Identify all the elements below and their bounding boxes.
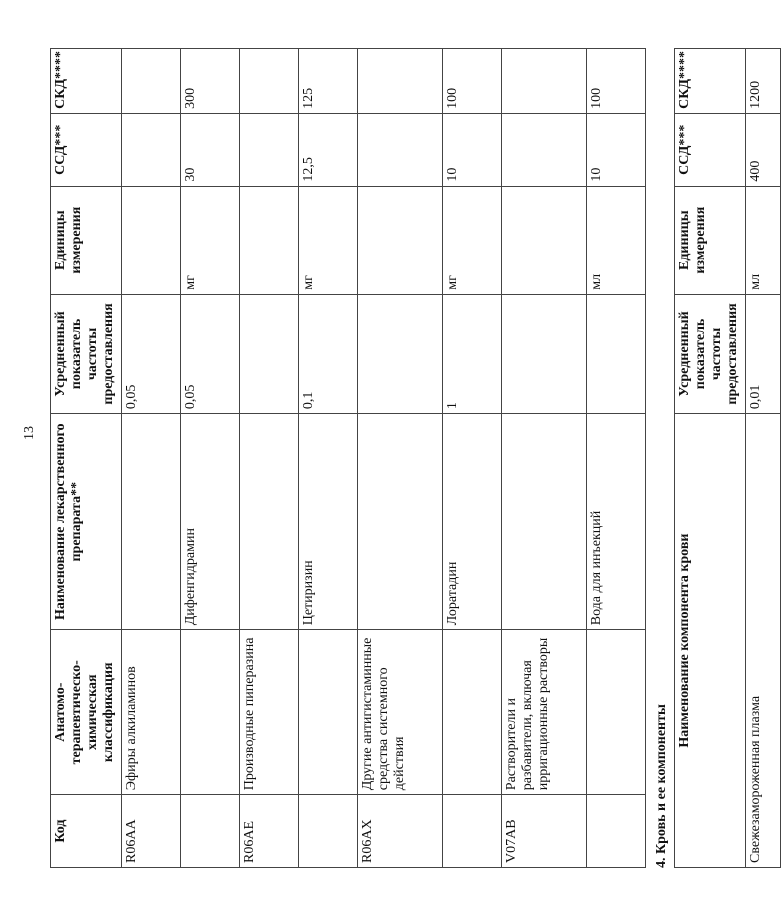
cell-atc bbox=[587, 630, 646, 795]
cell-drug bbox=[240, 414, 299, 630]
cell-atc bbox=[299, 630, 358, 795]
table-row bbox=[358, 49, 443, 868]
table-row bbox=[240, 49, 299, 868]
cell-atc: Растворители и разбавители, включая ирригационные растворы bbox=[502, 630, 587, 795]
table-header-row bbox=[51, 49, 122, 868]
header-skd: СКД**** bbox=[675, 49, 746, 114]
header-code: Код bbox=[51, 795, 122, 868]
cell-frequency bbox=[502, 294, 587, 413]
page-number: 13 bbox=[22, 426, 37, 440]
cell-drug bbox=[502, 414, 587, 630]
header-frequency: Усредненный показатель частоты предоставления bbox=[675, 294, 746, 413]
cell-atc: Другие антигистаминные средства системного действия bbox=[358, 630, 443, 795]
header-unit: Единицы измерения bbox=[51, 186, 122, 294]
cell-skd bbox=[358, 49, 443, 114]
table-header-row bbox=[675, 49, 746, 868]
table-row bbox=[746, 49, 781, 868]
cell-unit bbox=[122, 186, 181, 294]
cell-ssd: 400 bbox=[746, 113, 781, 186]
header-ssd: ССД*** bbox=[51, 113, 122, 186]
header-ssd: ССД*** bbox=[675, 113, 746, 186]
cell-frequency: 1 bbox=[443, 294, 502, 413]
cell-frequency bbox=[240, 294, 299, 413]
cell-ssd bbox=[122, 113, 181, 186]
cell-code: R06AE bbox=[240, 795, 299, 868]
cell-skd bbox=[240, 49, 299, 114]
table-row bbox=[443, 49, 502, 868]
table-row bbox=[181, 49, 240, 868]
cell-atc bbox=[181, 630, 240, 795]
cell-unit bbox=[358, 186, 443, 294]
cell-skd: 100 bbox=[443, 49, 502, 114]
cell-drug: Дифенгидрамин bbox=[181, 414, 240, 630]
table-row bbox=[502, 49, 587, 868]
table-row bbox=[299, 49, 358, 868]
drug-table bbox=[50, 48, 646, 868]
cell-frequency bbox=[358, 294, 443, 413]
cell-unit: мг bbox=[443, 186, 502, 294]
cell-ssd: 30 bbox=[181, 113, 240, 186]
header-atc: Анатомо-терапевтическо-химическая классификация bbox=[51, 630, 122, 795]
cell-drug bbox=[358, 414, 443, 630]
cell-code bbox=[443, 795, 502, 868]
table-row bbox=[587, 49, 646, 868]
cell-skd: 125 bbox=[299, 49, 358, 114]
cell-code bbox=[181, 795, 240, 868]
cell-drug bbox=[122, 414, 181, 630]
cell-skd bbox=[502, 49, 587, 114]
header-drug-name: Наименование лекарственного препарата** bbox=[51, 414, 122, 630]
cell-frequency: 0,05 bbox=[122, 294, 181, 413]
cell-ssd: 10 bbox=[443, 113, 502, 186]
cell-code: R06AA bbox=[122, 795, 181, 868]
cell-code bbox=[299, 795, 358, 868]
cell-unit: мг bbox=[181, 186, 240, 294]
cell-skd: 100 bbox=[587, 49, 646, 114]
cell-frequency bbox=[587, 294, 646, 413]
cell-atc bbox=[443, 630, 502, 795]
cell-atc: Эфиры алкиламинов bbox=[122, 630, 181, 795]
section-title-blood: 4. Кровь и ее компоненты bbox=[654, 704, 669, 868]
cell-frequency: 0,1 bbox=[299, 294, 358, 413]
cell-unit bbox=[240, 186, 299, 294]
blood-components-table bbox=[674, 48, 781, 868]
cell-atc: Производные пиперазина bbox=[240, 630, 299, 795]
cell-ssd bbox=[502, 113, 587, 186]
cell-ssd: 12,5 bbox=[299, 113, 358, 186]
cell-skd bbox=[122, 49, 181, 114]
cell-unit bbox=[502, 186, 587, 294]
cell-drug: Лоратадин bbox=[443, 414, 502, 630]
cell-unit: мг bbox=[299, 186, 358, 294]
cell-drug: Цетиризин bbox=[299, 414, 358, 630]
table-row bbox=[122, 49, 181, 868]
header-skd: СКД**** bbox=[51, 49, 122, 114]
cell-code bbox=[587, 795, 646, 868]
cell-unit: мл bbox=[746, 186, 781, 294]
cell-ssd bbox=[240, 113, 299, 186]
cell-ssd: 10 bbox=[587, 113, 646, 186]
cell-code: V07AB bbox=[502, 795, 587, 868]
cell-frequency: 0,01 bbox=[746, 294, 781, 413]
header-component-name: Наименование компонента крови bbox=[675, 414, 746, 868]
header-frequency: Усредненный показатель частоты предоставления bbox=[51, 294, 122, 413]
header-unit: Единицы измерения bbox=[675, 186, 746, 294]
cell-ssd bbox=[358, 113, 443, 186]
cell-skd: 1200 bbox=[746, 49, 781, 114]
cell-frequency: 0,05 bbox=[181, 294, 240, 413]
cell-unit: мл bbox=[587, 186, 646, 294]
rotated-page-content bbox=[50, 48, 763, 868]
cell-drug: Вода для инъекций bbox=[587, 414, 646, 630]
cell-skd: 300 bbox=[181, 49, 240, 114]
cell-code: R06AX bbox=[358, 795, 443, 868]
cell-component-name: Свежезамороженная плазма bbox=[746, 414, 781, 868]
